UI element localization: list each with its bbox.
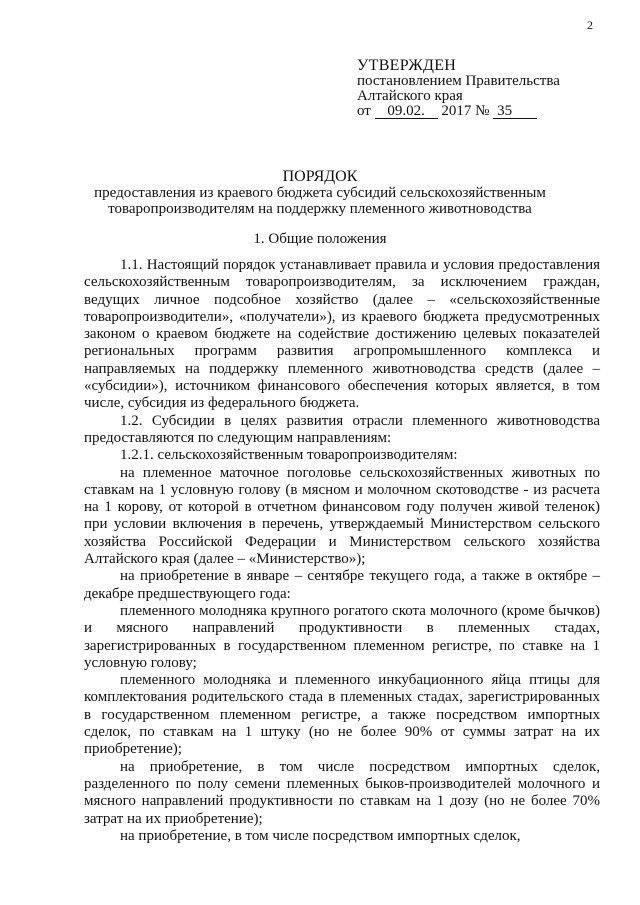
document-subtitle: предоставления из краевого бюджета субсидий сельскохозяйственным товаропроизводителям на поддержку племенного животноводства <box>94 185 546 217</box>
paragraph: на племенное маточное поголовье сельскохозяйственных животных по ставкам на 1 условную голову (в мясном и молочном скотоводстве - из расчета на 1 корову, от которой в отчетном финансовом году получен живой теленок) при условии включения в перечень, утверждаемый Министерством сельского хозяйства Российской Федерации и Министерством сельского хозяйства Алтайского края (далее – «Министерство»); <box>84 464 600 568</box>
approval-date: 09.02. <box>375 104 438 119</box>
approval-block <box>357 58 560 119</box>
paragraph: племенного молодняка и племенного инкубационного яйца птицы для комплектования родительского стада в племенных стадах, зарегистрированных в государственном племенном регистре, а также посредством импортных сделок, по ставкам на 1 штуку (но не более 90% от суммы затрат на их приобретение); <box>84 672 600 758</box>
approval-number: 35 <box>493 104 537 119</box>
paragraph: на приобретение, в том числе посредством импортных сделок, <box>120 827 521 844</box>
document-body <box>84 257 600 845</box>
date-prefix: от <box>357 103 371 119</box>
paragraph: на приобретение в январе – сентябре текущего года, а также в октябре – декабре предшествующего года: <box>84 568 600 602</box>
paragraph: 1.1. Настоящий порядок устанавливает правила и условия предоставления сельскохозяйственным товаропроизводителям, за исключением граждан, ведущих личное подсобное хозяйство (далее – «сельскохозяйственные товаропроизводители», «получатели»), из краевого бюджета предусмотренных законом о краевом бюджете на содействие достижению целевых показателей региональных программ развития агропромышленного комплекса и направляемых на поддержку племенного животноводства средств (далее – «субсидии»), источником финансового обеспечения которых является, в том числе, субсидия из федерального бюджета. <box>84 257 600 412</box>
paragraph: племенного молодняка крупного рогатого скота молочного (кроме бычков) и мясного направлений продуктивности в племенных стадах, зарегистрированных в государственном племенном регистре, по ставке на 1 условную голову; <box>84 602 600 671</box>
number-sign: № <box>475 103 490 119</box>
paragraph: 1.2.1. сельскохозяйственным товаропроизводителям: <box>120 447 458 464</box>
approval-line-1: постановлением Правительства <box>357 73 560 89</box>
document-title: ПОРЯДОК <box>282 168 358 185</box>
section-heading: 1. Общие положения <box>253 231 387 247</box>
page-number: 2 <box>587 18 593 32</box>
paragraph: на приобретение, в том числе посредством импортных сделок, разделенного по полу семени племенных быков-производителей молочного и мясного направлений продуктивности по ставкам на 1 дозу (но не более 70% затрат на их приобретение); <box>84 758 600 827</box>
approval-date-line <box>357 104 560 119</box>
approval-year: 2017 <box>441 103 472 119</box>
approval-title: УТВЕРЖДЕН <box>357 57 457 74</box>
approval-line-2: Алтайского края <box>357 88 463 104</box>
paragraph: 1.2. Субсидии в целях развития отрасли племенного животноводства предоставляются по следующим направлениям: <box>84 412 600 446</box>
